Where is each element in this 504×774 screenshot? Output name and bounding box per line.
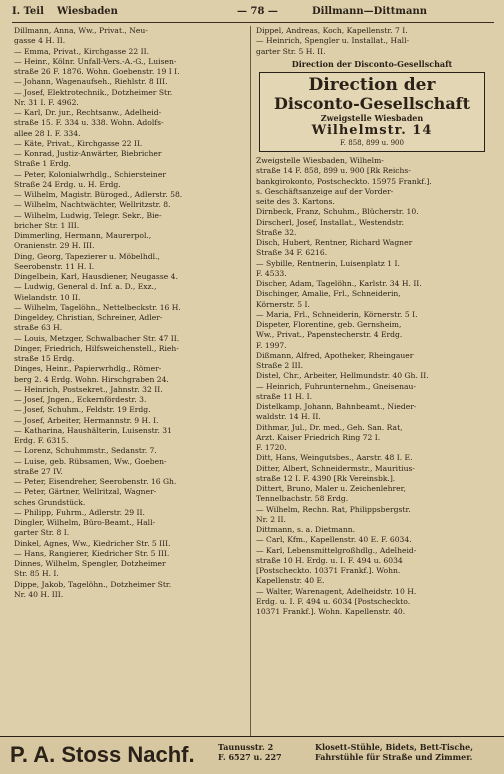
list-item: — Wilhelm, Magistr. Büroged., Adlerstr. 58. [14, 190, 183, 199]
list-item: Oranienstr. 29 H. III. [14, 241, 95, 251]
list-item: gasse 4 H. II. [14, 36, 66, 46]
range-label: Dillmann—Dittmann [312, 6, 427, 17]
footer-products-line: Klosett-Stühle, Bidets, Bett-Tische, [315, 742, 473, 752]
list-item: Straße 2 III. [256, 361, 304, 370]
list-item: Dinger, Friedrich, Hilfsweichenstell., Rieh- [14, 343, 179, 353]
list-item: sches Grundstück. [14, 497, 86, 507]
list-item: — Peter, Kolonialwrhdlg., Schiersteiner [14, 169, 166, 179]
list-item: — Emma, Privat., Kirchgasse 22 II. [14, 46, 150, 56]
list-item: Dispeter, Florentine, geb. Gernsheim, [256, 320, 402, 329]
list-item: Nr. 40 H. III. [14, 589, 64, 599]
section-label: I. Teil [12, 6, 44, 17]
list-item: — Konrad, Justiz-Anwärter, Biebricher [14, 149, 162, 158]
column-divider [250, 26, 251, 736]
list-item: — Karl, Dr. jur., Rechtsanw., Adelheid- [14, 108, 162, 117]
city-label: Wiesbaden [57, 6, 118, 17]
list-item: Distelkamp, Johann, Bahnbeamt., Nieder- [256, 402, 417, 411]
list-item: — Heinrich, Postsekret., Jahnstr. 32 II. [14, 384, 163, 394]
list-item: bankgirokonto, Postscheckto. 15975 Frankf.]. [256, 176, 432, 186]
list-item: Erdg. F. 6315. [14, 436, 69, 445]
list-item: Dingeldey, Christian, Schreiner, Adler- [14, 313, 163, 322]
list-item: Dischinger, Amalie, Frl., Schneiderin, [256, 289, 401, 299]
list-item: Straße 1 Erdg. [14, 159, 71, 169]
list-item: — Josef, Elektrotechnik., Dotzheimer Str. [14, 87, 173, 97]
list-item: Straße 24 Erdg. u. H. Erdg. [14, 179, 121, 189]
list-item: Distel, Chr., Arbeiter, Hellmundstr. 40 Gh. II. [256, 371, 429, 381]
list-item: — Heinrich, Fuhrunternehm., Gneisenau- [256, 381, 416, 391]
list-item: berg 2. 4 Erdg. Wohn. Hirschgraben 24. [14, 374, 169, 384]
list-item: — Josef, Arbeiter, Hermannstr. 9 H. I. [14, 415, 159, 425]
list-item: Dittmann, s. a. Dietmann. [256, 525, 356, 534]
list-item: Dirnbeck, Franz, Schuhm., Blücherstr. 10. [256, 207, 419, 217]
list-item: [Postscheckto. 10371 Frankf.]. Wohn. [256, 566, 401, 575]
list-item: Körnerstr. 5 I. [256, 299, 310, 309]
ad-line: Zweigstelle Wiesbaden [320, 113, 424, 123]
list-item: straße 11 H. I. [256, 391, 313, 401]
list-item: F. 1720. [256, 443, 287, 452]
list-item: Ditter, Albert, Schneidermstr., Mauritius- [256, 463, 415, 473]
list-item: garter Str. 8 I. [14, 528, 70, 538]
list-item: — Louis, Metzger, Schwalbacher Str. 47 II. [14, 333, 180, 343]
list-item: F. 4533. [256, 268, 287, 278]
list-item: — Josef, Schuhm., Feldstr. 19 Erdg. [14, 405, 151, 415]
list-item: 10371 Frankf.]. Wohn. Kapellenstr. 40. [256, 607, 406, 616]
ad-heading: Direction der Disconto-Gesellschaft [291, 58, 453, 69]
left-column [14, 26, 246, 600]
list-item: Straße 32. [256, 227, 297, 237]
page-header [12, 4, 494, 23]
list-item: straße 12 I. F. 4390 [Rk Vereinsbk.]. [256, 473, 396, 483]
list-item: Straße 34 F. 6216. [256, 248, 328, 258]
ad-line: F. 858, 899 u. 900 [340, 139, 404, 147]
list-item: F. 1997. [256, 340, 287, 350]
list-item: — Heinrich, Spengler u. Installat., Hall- [256, 36, 410, 46]
list-item: — Wilhelm, Rechn. Rat, Philippsbergstr. [256, 504, 411, 514]
list-item: — Katharina, Haushälterin, Luisenstr. 31 [14, 425, 172, 435]
list-item: straße 14 F. 858, 899 u. 900 [Rk Reichs- [256, 166, 411, 176]
footer-address-line: F. 6527 u. 227 [218, 752, 282, 762]
list-item: garter Str. 5 H. II. [256, 46, 326, 56]
list-item: waldstr. 14 H. II. [256, 412, 321, 422]
list-item: Tennelbachstr. 58 Erdg. [256, 494, 349, 504]
list-item: Wielandstr. 10 II. [14, 292, 81, 302]
list-item: Nr. 31 I. F. 4962. [14, 97, 79, 107]
list-item: straße 27 IV. [14, 466, 63, 476]
list-item: Arzt. Kaiser Friedrich Ring 72 I. [256, 432, 381, 442]
list-item: — Wilhelm, Nachtwächter, Wellritzstr. 8. [14, 200, 171, 210]
list-item: Dingler, Wilhelm, Büro-Beamt., Hall- [14, 518, 156, 527]
list-item: Dinges, Heinr., Papierwrhdlg., Römer- [14, 364, 162, 374]
bank-advertisement [259, 72, 485, 152]
list-item: — Josef, Jngen., Eckernfördestr. 3. [14, 395, 147, 404]
list-item: straße 15 Erdg. [14, 354, 75, 363]
list-item: Disch, Hubert, Rentner, Richard Wagner [256, 238, 413, 247]
list-item: straße 10 H. Erdg. u. I. F. 494 u. 6034 [256, 555, 403, 565]
list-item: — Carl, Kfm., Kapellenstr. 40 E. F. 6034. [256, 535, 412, 545]
list-item: — Johann, Wagenaufseh., Riehlstr. 8 III. [14, 77, 168, 87]
list-item: — Ludwig, General d. Inf. a. D., Exz., [14, 282, 157, 292]
list-item: Dillmann, Anna, Ww., Privat., Neu- [14, 26, 148, 35]
list-item: s. Geschäftsanzeige auf der Vorder- [256, 186, 394, 196]
list-item: straße 63 H. [14, 323, 63, 333]
list-item: seite des 3. Kartons. [256, 197, 335, 206]
ad-line: Wilhelmstr. 14 [311, 123, 433, 138]
list-item: — Wilhelm, Tagelöhn., Nettelbeckstr. 16 H. [14, 302, 181, 312]
list-item: Nr. 2 II. [256, 514, 286, 524]
list-item: Discher, Adam, Tagelöhn., Karlstr. 34 H. II. [256, 279, 422, 288]
list-item: — Heinr., Kölnr. Unfall-Vers.-A.-G., Luisen- [14, 56, 177, 66]
footer-advertisement [0, 736, 504, 774]
list-item: — Walter, Warenagent, Adelheidstr. 10 H. [256, 586, 417, 596]
list-item: — Peter, Eisendreher, Seerobenstr. 16 Gh. [14, 477, 177, 486]
list-item: Ding, Georg, Tapezierer u. Möbelhdl., [14, 251, 160, 261]
list-item: Dingelbein, Karl, Hausdiener, Neugasse 4. [14, 272, 178, 281]
list-item: — Karl, Lebensmittelgroßhdlg., Adelheid- [256, 545, 417, 555]
page-number: — 78 — [237, 6, 278, 17]
footer-address-line: Taunusstr. 2 [218, 742, 274, 752]
footer-products [315, 742, 473, 762]
list-item: Dinnes, Wilhelm, Spengler, Dotzheimer [14, 559, 166, 568]
list-item: Dithmar, Jul., Dr. med., Geh. San. Rat, [256, 422, 403, 432]
list-item: — Philipp, Fuhrm., Adlerstr. 29 II. [14, 507, 145, 517]
list-item: straße 26 F. 1876. Wohn. Goebenstr. 19 I I. [14, 67, 180, 76]
list-item: Dißmann, Alfred, Apotheker, Rheingauer [256, 350, 414, 360]
right-column [256, 26, 488, 617]
footer-brand: P. A. Stoss Nachf. [10, 742, 195, 767]
list-item: straße 15. F. 334 u. 338. Wohn. Adolfs- [14, 118, 164, 128]
list-item: Erdg. u. I. F. 494 u. 6034 [Postscheckto. [256, 596, 411, 606]
list-item: Dippe, Jakob, Tagelöhn., Dotzheimer Str. [14, 579, 172, 589]
list-item: — Käte, Privat., Kirchgasse 22 II. [14, 138, 143, 148]
ad-line: Direction der [308, 75, 436, 95]
list-item: — Maria, Frl., Schneiderin, Körnerstr. 5 I. [256, 309, 418, 319]
footer-address [218, 742, 282, 762]
ad-line: Disconto-Gesellschaft [274, 94, 470, 113]
list-item: Dippel, Andreas, Koch, Kapellenstr. 7 I. [256, 26, 408, 35]
list-item: Ww., Privat., Papenstecherstr. 4 Erdg. [256, 330, 403, 340]
list-item: Dirscherl, Josef, Installat., Westendstr. [256, 217, 405, 227]
list-item: — Wilhelm, Ludwig, Telegr. Sekr., Bie- [14, 210, 162, 220]
list-item: Zweigstelle Wiesbaden, Wilhelm- [256, 156, 384, 165]
list-item: Dittert, Bruno, Maler u. Zeichenlehrer, [256, 484, 406, 493]
list-item: — Hans, Rangierer, Kiedricher Str. 5 III. [14, 548, 170, 558]
list-item: Dimmerling, Hermann, Maurerpol., [14, 231, 152, 240]
list-item: allee 28 I. F. 334. [14, 128, 81, 138]
list-item: — Luise, geb. Rübsamen, Ww., Goeben- [14, 456, 167, 466]
list-item: — Peter, Gärtner, Wellritzal, Wagner- [14, 487, 157, 497]
list-item: — Lorenz, Schuhmmstr., Sedanstr. 7. [14, 446, 157, 456]
list-item: Seerobenstr. 11 H. I. [14, 261, 95, 271]
list-item: Kapellenstr. 40 E. [256, 576, 325, 586]
list-item: — Sybille, Rentnerin, Luisenplatz 1 I. [256, 258, 400, 268]
list-item: Str. 85 H. I. [14, 569, 59, 579]
list-item: Ditt, Hans, Weingutsbes., Aarstr. 48 I. E. [256, 453, 413, 463]
list-item: bricher Str. 1 III. [14, 220, 80, 230]
list-item: Dinkel, Agnes, Ww., Kiedricher Str. 5 III. [14, 538, 171, 548]
footer-products-line: Fahrstühle für Straße und Zimmer. [315, 752, 473, 762]
